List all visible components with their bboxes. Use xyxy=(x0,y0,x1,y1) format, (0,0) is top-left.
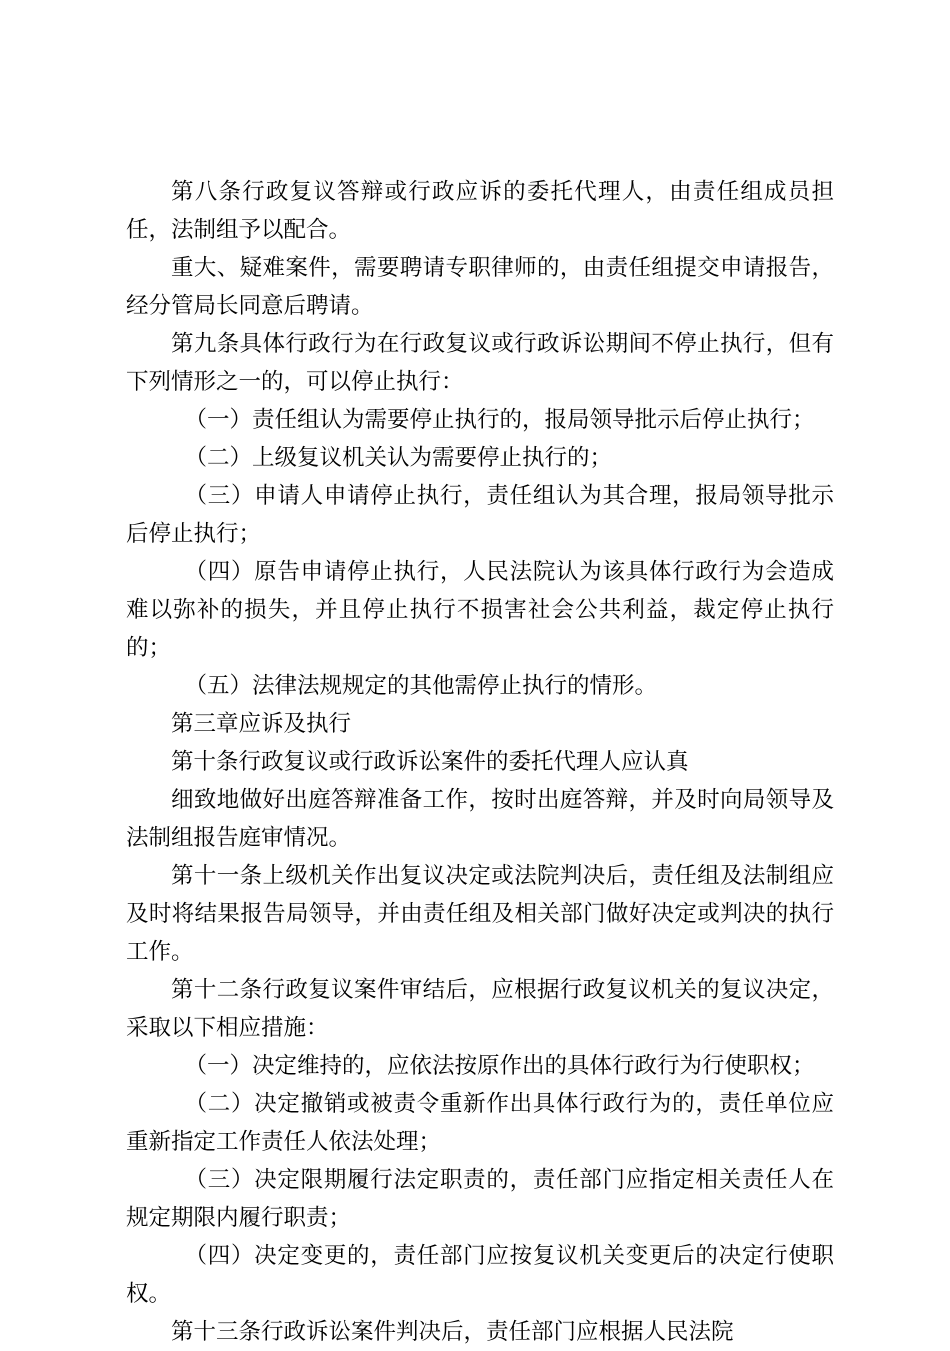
paragraph: 细致地做好出庭答辩准备工作，按时出庭答辩，并及时向局领导及法制组报告庭审情况。 xyxy=(126,787,834,851)
list-item: （一）责任组认为需要停止执行的，报局领导批示后停止执行； xyxy=(184,407,815,433)
paragraph: 第十三条行政诉讼案件判决后，责任部门应根据人民法院 xyxy=(171,1319,734,1345)
paragraph: 第九条具体行政行为在行政复议或行政诉讼期间不停止执行，但有下列情形之一的，可以停止执行： xyxy=(126,331,834,395)
paragraph: 重大、疑难案件，需要聘请专职律师的，由责任组提交申请报告，经分管局长同意后聘请。 xyxy=(126,255,834,319)
list-item: （三）决定限期履行法定职责的，责任部门应指定相关责任人在规定期限内履行职责； xyxy=(126,1167,834,1231)
paragraph: 第八条行政复议答辩或行政应诉的委托代理人，由责任组成员担任，法制组予以配合。 xyxy=(126,179,834,243)
paragraph: 第十条行政复议或行政诉讼案件的委托代理人应认真 xyxy=(171,749,689,775)
list-item: （四）原告申请停止执行，人民法院认为该具体行政行为会造成难以弥补的损失，并且停止执行不损害社会公共利益，裁定停止执行的； xyxy=(126,559,834,661)
list-item: （三）申请人申请停止执行，责任组认为其合理，报局领导批示后停止执行； xyxy=(126,483,834,547)
chapter-heading: 第三章应诉及执行 xyxy=(171,711,352,737)
list-item: （四）决定变更的，责任部门应按复议机关变更后的决定行使职权。 xyxy=(126,1243,834,1307)
list-item: （二）上级复议机关认为需要停止执行的； xyxy=(184,445,613,471)
paragraph: 第十一条上级机关作出复议决定或法院判决后，责任组及法制组应及时将结果报告局领导，并由责任组及相关部门做好决定或判决的执行工作。 xyxy=(126,863,834,965)
list-item: （一）决定维持的，应依法按原作出的具体行政行为行使职权； xyxy=(184,1053,815,1079)
document-body xyxy=(126,173,834,1351)
list-item: （二）决定撤销或被责令重新作出具体行政行为的，责任单位应重新指定工作责任人依法处理； xyxy=(126,1091,834,1155)
list-item: （五）法律法规规定的其他需停止执行的情形。 xyxy=(184,673,658,699)
paragraph: 第十二条行政复议案件审结后，应根据行政复议机关的复议决定，采取以下相应措施： xyxy=(126,977,834,1041)
